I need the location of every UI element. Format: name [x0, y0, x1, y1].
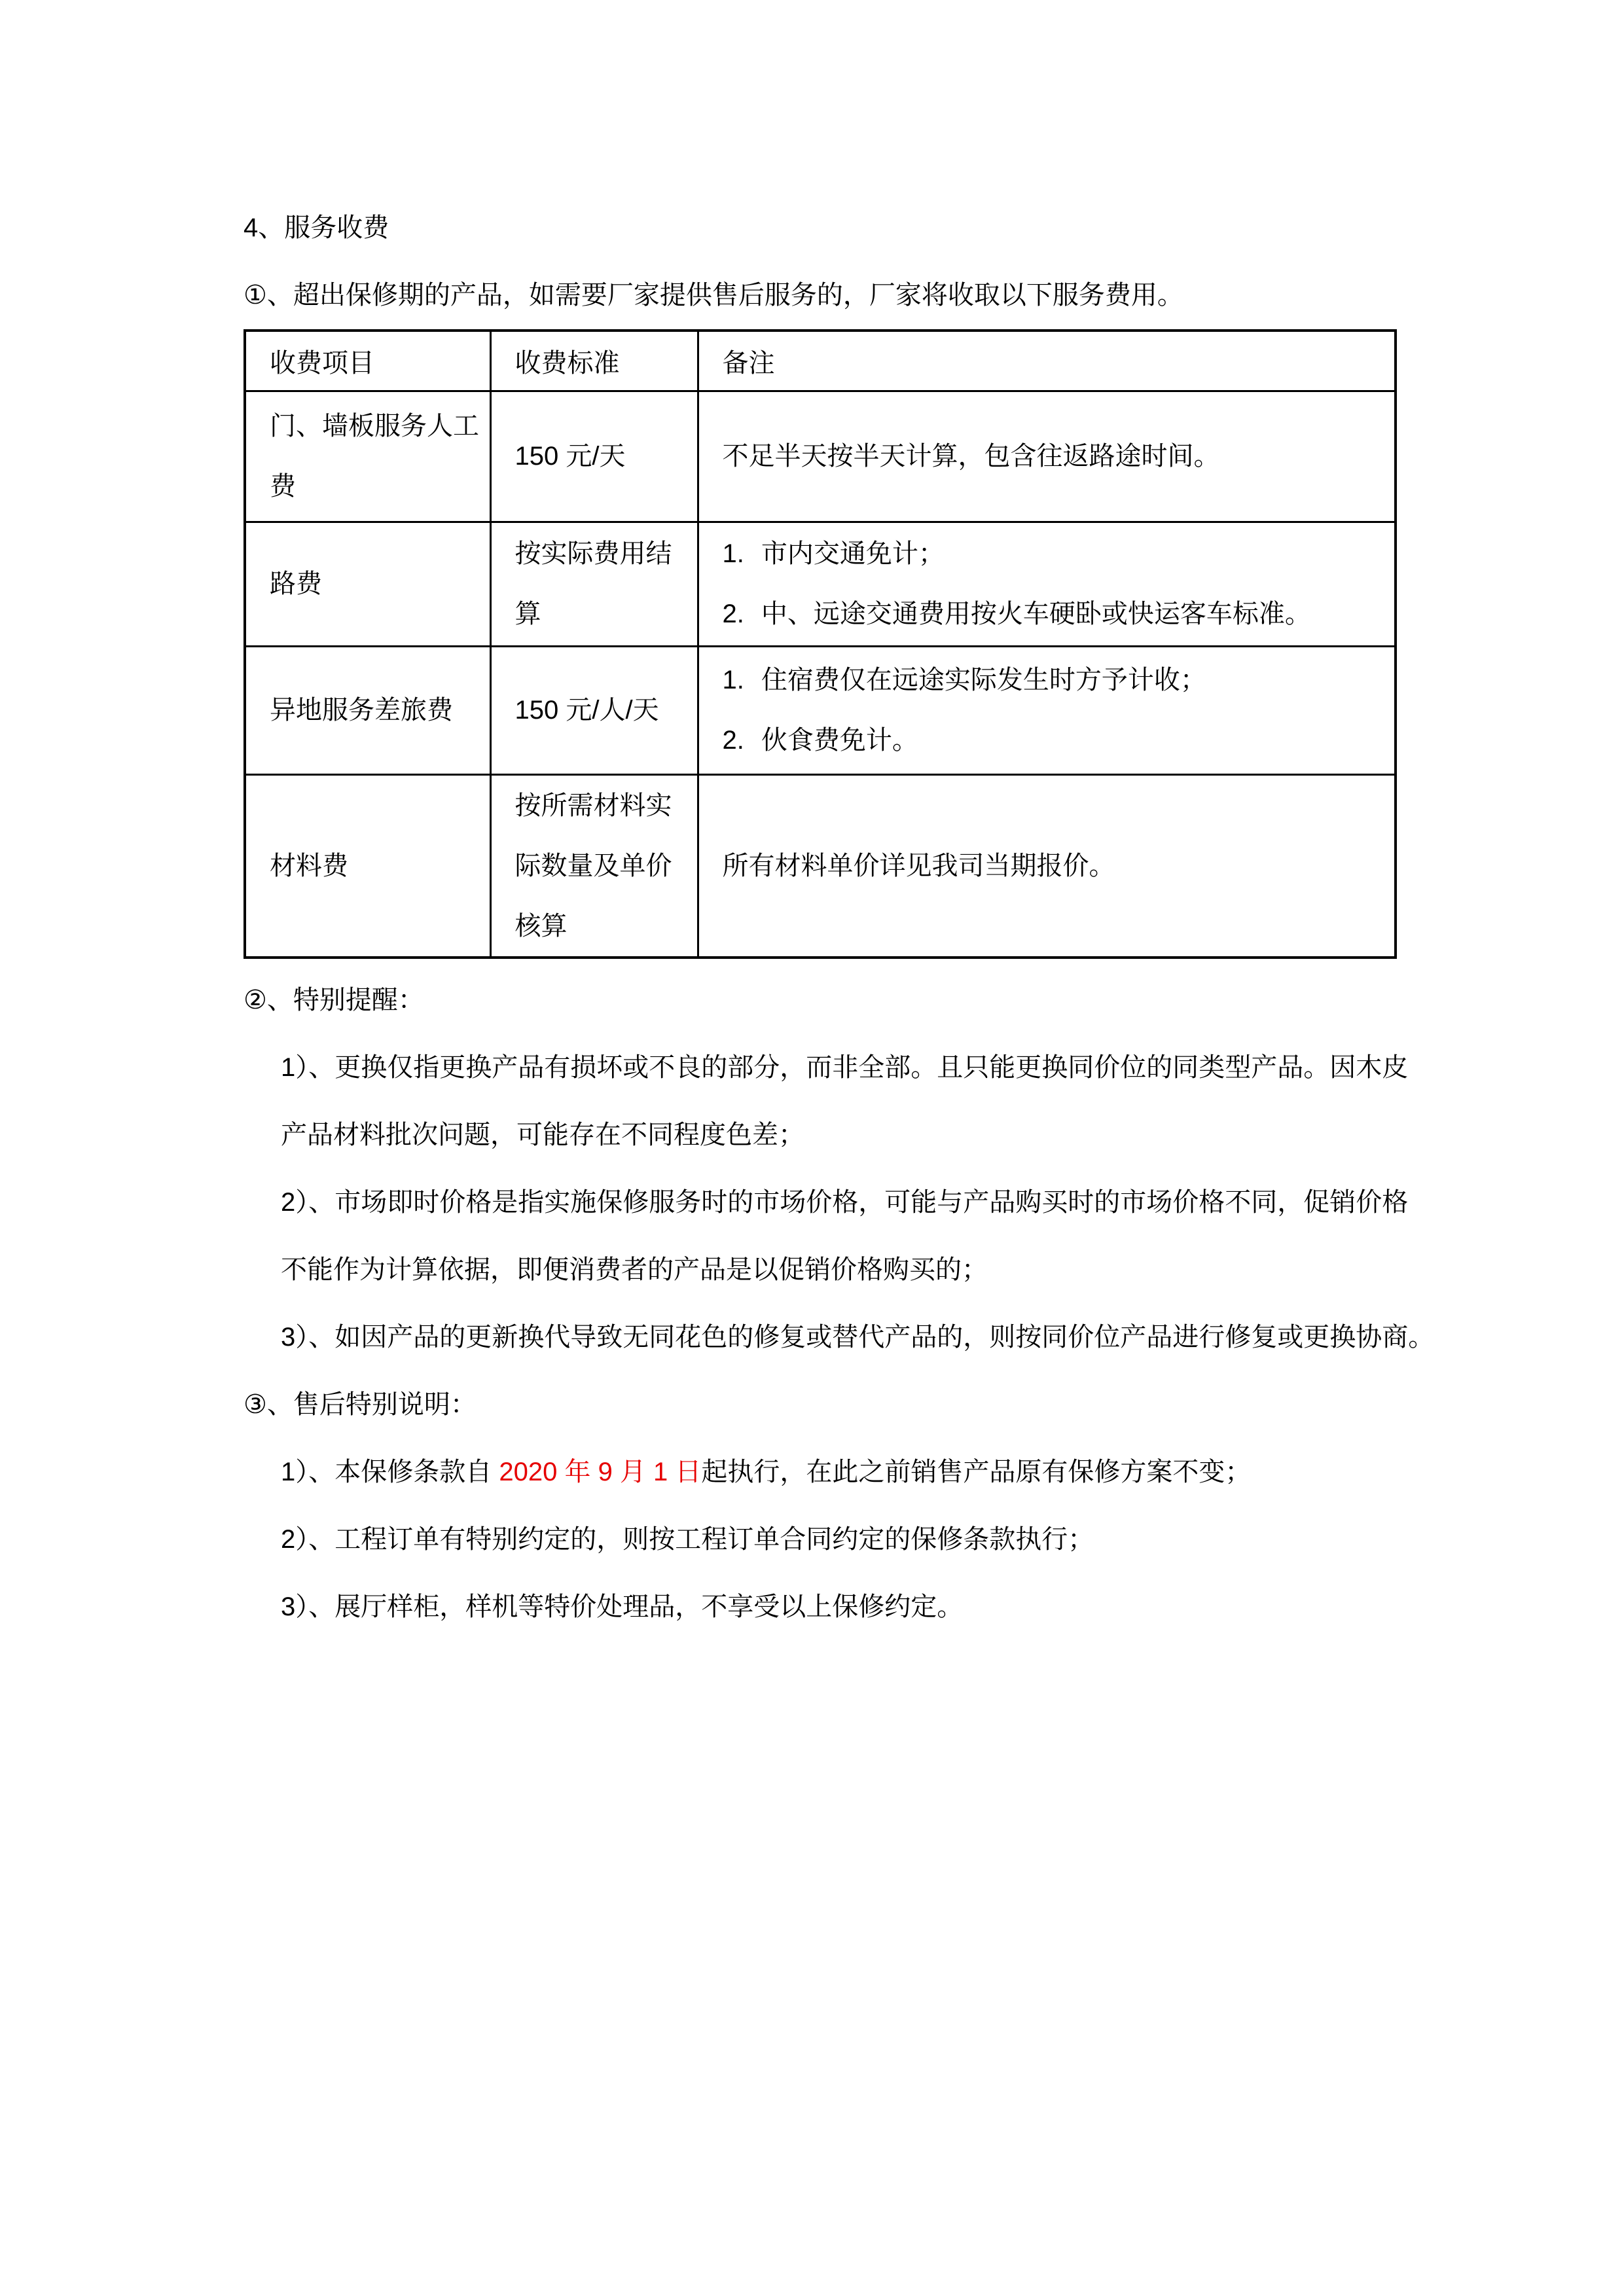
cell-line: 材料费	[270, 851, 348, 880]
cell-fee-item	[245, 391, 490, 522]
cell-remark	[698, 774, 1396, 958]
list-item-line: 1）、更换仅指更换产品有损坏或不良的部分，而非全部。且只能更换同价位的同类型产品。因木皮	[281, 1052, 1409, 1082]
cell-remark	[698, 522, 1396, 646]
remark-line	[723, 710, 1388, 770]
intro-paragraph: ①、超出保修期的产品，如需要厂家提供售后服务的，厂家将收取以下服务费用。	[244, 281, 1183, 310]
cell-fee-standard	[490, 646, 698, 774]
notes-section	[244, 967, 1435, 1641]
list-item	[281, 1439, 1394, 1506]
list-item	[281, 1506, 1394, 1573]
remark-line	[723, 524, 1388, 584]
cell-fee-item	[245, 646, 490, 774]
remark-line	[723, 426, 1388, 486]
list-item-line: 不能作为计算依据，即便消费者的产品是以促销价格购买的；	[281, 1255, 988, 1284]
list-item-line: 2）、市场即时价格是指实施保修服务时的市场价格，可能与产品购买时的市场价格不同，促销价格	[281, 1187, 1409, 1217]
remark-text: 中、远途交通费用按火车硬卧或快运客车标准。	[761, 600, 1311, 628]
remark-number: 2.	[722, 600, 744, 628]
remark-line	[723, 650, 1388, 710]
table-header-fee-standard: 收费标准	[490, 331, 698, 391]
remark-text: 住宿费仅在远途实际发生时方予计收；	[761, 666, 1206, 694]
table-row	[245, 646, 1396, 774]
list-item	[281, 1034, 1409, 1169]
cell-line: 费	[270, 472, 296, 501]
list-item-line: 产品材料批次问题，可能存在不同程度色差；	[281, 1120, 804, 1149]
warranty-clause-suffix: 起执行，在此之前销售产品原有保修方案不变；	[701, 1457, 1252, 1486]
cell-fee-standard	[490, 391, 698, 522]
cell-remark	[698, 391, 1396, 522]
list-item	[281, 1304, 1435, 1371]
list-item-line: 3）、展厅样柜，样机等特价处理品，不享受以上保修约定。	[281, 1592, 964, 1621]
remark-number: 2.	[722, 726, 744, 755]
cell-line: 路费	[270, 569, 322, 598]
remark-line	[723, 584, 1388, 644]
remark-line	[723, 836, 1388, 896]
cell-line: 异地服务差旅费	[270, 696, 453, 725]
cell-remark	[698, 646, 1396, 774]
cell-line: 按实际费用结	[514, 539, 672, 568]
document-content	[244, 194, 1435, 1641]
table-row	[245, 391, 1396, 522]
cell-line: 核算	[514, 911, 568, 941]
section-heading-after-sales: ③、售后特别说明：	[244, 1390, 477, 1419]
cell-line: 按所需材料实	[514, 791, 672, 820]
cell-line: 门、墙板服务人工	[270, 412, 479, 440]
table-header-fee-item: 收费项目	[245, 331, 490, 391]
effective-date-red-text: 2020 年 9 月 1 日	[499, 1457, 702, 1486]
list-item-line: 3）、如因产品的更新换代导致无同花色的修复或替代产品的，则按同价位产品进行修复或更换协商。	[281, 1322, 1435, 1352]
table-header-row	[245, 331, 1396, 391]
remark-text: 所有材料单价详见我司当期报价。	[722, 851, 1115, 880]
service-fee-table	[244, 329, 1397, 959]
remark-text: 市内交通免计；	[761, 539, 945, 568]
section-heading-special-notice: ②、特别提醒：	[244, 985, 424, 1014]
cell-line: 150 元/人/天	[514, 696, 659, 725]
page-title: 4、服务收费	[244, 213, 389, 242]
remark-number: 1.	[722, 539, 744, 568]
remark-number: 1.	[722, 666, 744, 694]
cell-fee-item	[245, 522, 490, 646]
table-row	[245, 774, 1396, 958]
list-item-line: 2）、工程订单有特别约定的，则按工程订单合同约定的保修条款执行；	[281, 1524, 1094, 1554]
remark-text: 不足半天按半天计算，包含往返路途时间。	[722, 442, 1220, 471]
table-row	[245, 522, 1396, 646]
cell-fee-standard	[490, 774, 698, 958]
table-header-remark: 备注	[698, 331, 1396, 391]
cell-fee-item	[245, 774, 490, 958]
list-item	[281, 1169, 1409, 1304]
warranty-clause-prefix: 1）、本保修条款自	[281, 1457, 499, 1486]
list-item	[281, 1573, 1394, 1641]
cell-fee-standard	[490, 522, 698, 646]
remark-text: 伙食费免计。	[761, 726, 918, 755]
list-item-line	[281, 1439, 1394, 1506]
cell-line: 150 元/天	[514, 442, 626, 471]
cell-line: 际数量及单价	[514, 851, 672, 880]
cell-line: 算	[514, 600, 541, 628]
